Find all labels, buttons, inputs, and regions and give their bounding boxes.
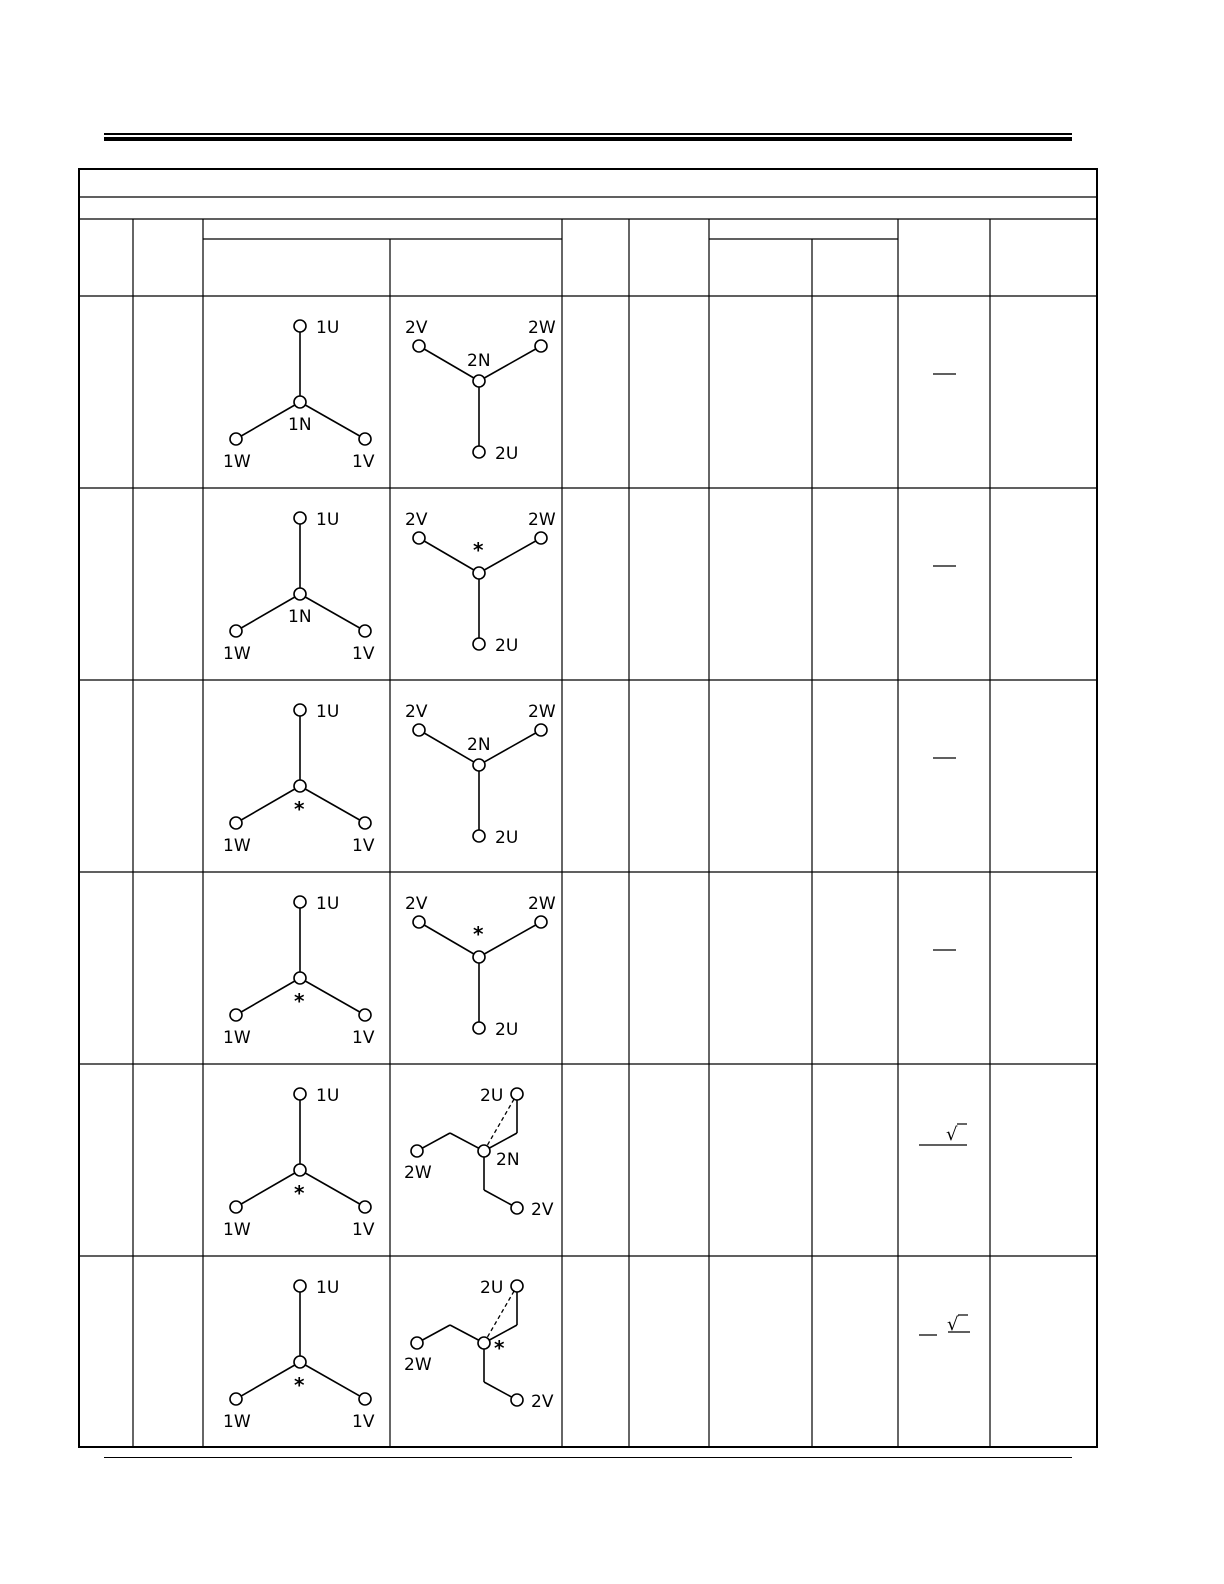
- label-2u: 2U: [495, 444, 519, 464]
- label-1v: 1V: [352, 644, 375, 664]
- winding-v: [300, 978, 365, 1015]
- neutral-point: [294, 588, 306, 600]
- table-row: [223, 1278, 970, 1432]
- label-1v: 1V: [352, 1028, 375, 1048]
- label-2u: 2U: [495, 828, 519, 848]
- neutral-point: [294, 972, 306, 984]
- table-border: [79, 169, 1097, 1447]
- terminal-2v: [511, 1202, 523, 1214]
- lv-winding-diagram: [404, 1086, 554, 1220]
- label-2v: 2V: [531, 1200, 554, 1220]
- neutral-point: [473, 759, 485, 771]
- label-2w: 2W: [528, 318, 556, 338]
- winding-v: [419, 922, 479, 957]
- winding-w: [236, 786, 300, 823]
- terminal-1v: [359, 1393, 371, 1405]
- terminal-2u: [511, 1280, 523, 1292]
- terminal-1u: [294, 512, 306, 524]
- lv-winding-diagram: [405, 510, 556, 656]
- terminal-2u: [511, 1088, 523, 1100]
- sqrt-sign: √: [946, 1124, 958, 1145]
- label-2n: 2N: [496, 1150, 520, 1170]
- table-row: [223, 894, 956, 1048]
- terminal-1w: [230, 1393, 242, 1405]
- hv-winding-diagram: [223, 702, 375, 856]
- label-1v: 1V: [352, 452, 375, 472]
- ratio-cell: [919, 1124, 967, 1145]
- terminal-2w: [535, 532, 547, 544]
- label-2v: 2V: [531, 1392, 554, 1412]
- terminal-2v: [511, 1394, 523, 1406]
- terminal-2v: [413, 724, 425, 736]
- label-1v: 1V: [352, 836, 375, 856]
- label-1v: 1V: [352, 1412, 375, 1432]
- terminal-1w: [230, 817, 242, 829]
- label-2w: 2W: [404, 1355, 432, 1375]
- table-grid: [79, 169, 1097, 1447]
- label-1u: 1U: [316, 1086, 340, 1106]
- terminal-1w: [230, 1009, 242, 1021]
- label-1n: 1N: [288, 415, 312, 435]
- label-2n: 2N: [467, 735, 491, 755]
- label-2u: 2U: [480, 1278, 504, 1298]
- winding-w: [236, 978, 300, 1015]
- terminal-2w: [535, 724, 547, 736]
- star-marker: *: [473, 922, 484, 946]
- label-2v: 2V: [405, 318, 428, 338]
- lv-winding-diagram: [405, 894, 556, 1040]
- winding-w: [479, 922, 541, 957]
- terminal-1u: [294, 1280, 306, 1292]
- hv-winding-diagram: [223, 510, 375, 664]
- terminal-2v: [413, 532, 425, 544]
- neutral-point: [473, 375, 485, 387]
- label-1w: 1W: [223, 1412, 251, 1432]
- label-2n: 2N: [467, 351, 491, 371]
- lv-winding-diagram: [405, 702, 556, 848]
- label-1w: 1W: [223, 1220, 251, 1240]
- label-2v: 2V: [405, 894, 428, 914]
- terminal-1u: [294, 1088, 306, 1100]
- neutral-point: [294, 396, 306, 408]
- table-row: [223, 1086, 967, 1240]
- label-1n: 1N: [288, 607, 312, 627]
- neutral-point: [294, 1164, 306, 1176]
- hv-winding-diagram: [223, 1086, 375, 1240]
- neutral-point: [473, 567, 485, 579]
- hv-winding-diagram: [223, 318, 375, 472]
- label-1w: 1W: [223, 644, 251, 664]
- label-1w: 1W: [223, 452, 251, 472]
- neutral-point: [294, 1356, 306, 1368]
- star-marker: *: [473, 538, 484, 562]
- label-1u: 1U: [316, 702, 340, 722]
- terminal-2w: [411, 1337, 423, 1349]
- star-marker: *: [294, 797, 305, 821]
- table-rows: [223, 318, 970, 1432]
- label-1u: 1U: [316, 318, 340, 338]
- terminal-2v: [413, 916, 425, 928]
- label-1u: 1U: [316, 894, 340, 914]
- terminal-1v: [359, 817, 371, 829]
- winding-v: [300, 786, 365, 823]
- neutral-point: [478, 1145, 490, 1157]
- label-2u: 2U: [495, 1020, 519, 1040]
- label-2w: 2W: [528, 702, 556, 722]
- table-row: [223, 318, 956, 472]
- label-1w: 1W: [223, 836, 251, 856]
- star-marker: *: [494, 1336, 505, 1360]
- terminal-1w: [230, 433, 242, 445]
- label-2w: 2W: [528, 510, 556, 530]
- label-1u: 1U: [316, 1278, 340, 1298]
- ratio-cell: [919, 1314, 970, 1335]
- hv-winding-diagram: [223, 1278, 375, 1432]
- label-2w: 2W: [528, 894, 556, 914]
- table-row: [223, 702, 956, 856]
- label-2u: 2U: [495, 636, 519, 656]
- neutral-point: [473, 951, 485, 963]
- terminal-1u: [294, 320, 306, 332]
- terminal-1v: [359, 1201, 371, 1213]
- terminal-2u: [473, 446, 485, 458]
- star-marker: *: [294, 1373, 305, 1397]
- terminal-1u: [294, 704, 306, 716]
- table-row: [223, 510, 956, 664]
- terminal-2u: [473, 1022, 485, 1034]
- winding-w: [236, 1170, 300, 1207]
- terminal-1w: [230, 625, 242, 637]
- winding-w: [236, 1362, 300, 1399]
- star-marker: *: [294, 1181, 305, 1205]
- label-2v: 2V: [405, 702, 428, 722]
- label-1u: 1U: [316, 510, 340, 530]
- terminal-2u: [473, 830, 485, 842]
- winding-v: [419, 538, 479, 573]
- terminal-2w: [535, 340, 547, 352]
- terminal-1u: [294, 896, 306, 908]
- star-marker: *: [294, 989, 305, 1013]
- neutral-point: [294, 780, 306, 792]
- hv-winding-diagram: [223, 894, 375, 1048]
- sqrt-sign: √: [947, 1314, 959, 1335]
- terminal-1v: [359, 433, 371, 445]
- winding-v: [300, 1362, 365, 1399]
- terminal-2w: [535, 916, 547, 928]
- lv-winding-diagram: [404, 1278, 554, 1412]
- label-2u: 2U: [480, 1086, 504, 1106]
- label-2v: 2V: [405, 510, 428, 530]
- winding-w: [479, 538, 541, 573]
- terminal-2w: [411, 1145, 423, 1157]
- terminal-2u: [473, 638, 485, 650]
- terminal-1w: [230, 1201, 242, 1213]
- terminal-1v: [359, 1009, 371, 1021]
- neutral-point: [478, 1337, 490, 1349]
- terminal-2v: [413, 340, 425, 352]
- label-2w: 2W: [404, 1163, 432, 1183]
- winding-v: [300, 1170, 365, 1207]
- label-1w: 1W: [223, 1028, 251, 1048]
- lv-winding-diagram: [405, 318, 556, 464]
- label-1v: 1V: [352, 1220, 375, 1240]
- terminal-1v: [359, 625, 371, 637]
